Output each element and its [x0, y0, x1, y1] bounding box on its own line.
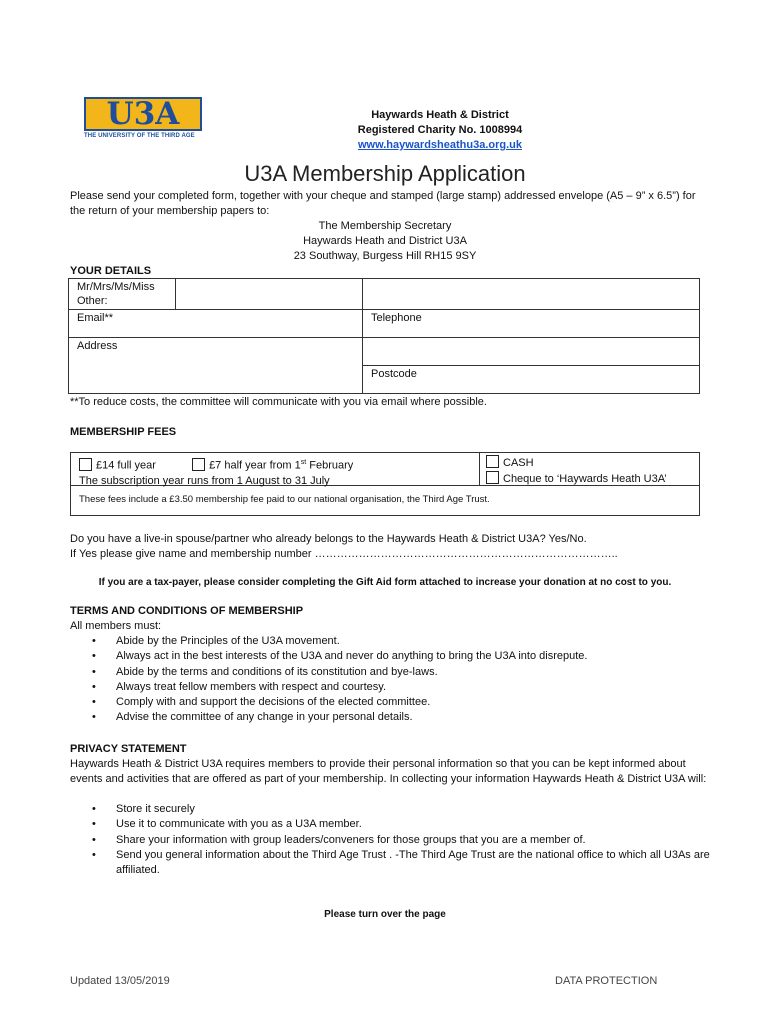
telephone-label: Telephone: [371, 312, 422, 324]
title-extra-input[interactable]: [363, 279, 700, 310]
postcode-field[interactable]: [363, 366, 700, 394]
updated-date: Updated 13/05/2019: [70, 975, 170, 987]
privacy-heading: PRIVACY STATEMENT: [70, 743, 187, 755]
address-label: Address: [77, 340, 118, 352]
org-name: Haywards Heath & District: [371, 109, 509, 121]
u3a-logo: [84, 97, 204, 147]
terms-heading: TERMS AND CONDITIONS OF MEMBERSHIP: [70, 605, 304, 617]
mailing-address: [0, 219, 770, 264]
full-year-label: £14 full year: [96, 459, 156, 472]
other-label: Other:: [77, 295, 108, 307]
terms-list: [70, 634, 710, 726]
list-item: • Abide by the Principles of the U3A movement.: [70, 634, 710, 649]
address-extra-field[interactable]: [363, 338, 700, 366]
logo-tagline: THE UNIVERSITY OF THE THIRD AGE: [84, 133, 195, 139]
list-item: • Share your information with group leaders/conveners for those groups that you are a member of.: [70, 833, 710, 848]
fees-divider-v: [479, 453, 480, 485]
cash-label: CASH: [503, 457, 534, 469]
cheque-label: Cheque to ‘Haywards Heath U3A’: [503, 473, 667, 485]
logo-mark: U3A: [84, 97, 202, 131]
cheque-checkbox[interactable]: [486, 471, 499, 484]
list-item: • Always act in the best interests of the U3A and never do anything to bring the U3A into disrepute.: [70, 649, 710, 664]
privacy-list: [70, 802, 710, 878]
half-year-checkbox[interactable]: [192, 458, 205, 471]
fee-options: [79, 455, 353, 489]
details-table: [68, 278, 700, 394]
list-item: • Comply with and support the decisions of the elected committee.: [70, 695, 710, 710]
website-link[interactable]: www.haywardsheathu3a.org.uk: [357, 139, 523, 151]
turn-over-note: Please turn over the page: [324, 909, 446, 920]
list-item: • Advise the committee of any change in your personal details.: [70, 710, 710, 725]
fees-heading: MEMBERSHIP FEES: [70, 426, 177, 438]
title-label-cell: [69, 279, 176, 310]
spouse-name-line[interactable]: If Yes please give name and membership number ………………………………………………………………………..: [70, 548, 618, 560]
half-year-month: February: [306, 459, 354, 472]
list-item: • Use it to communicate with you as a U3A member.: [70, 817, 710, 832]
cash-checkbox[interactable]: [486, 455, 499, 468]
email-note: **To reduce costs, the committee will communicate with you via email where possible.: [70, 396, 487, 408]
terms-section: [70, 604, 710, 726]
email-field[interactable]: [69, 310, 363, 338]
intro-text: Please send your completed form, together with your cheque and stamped (large stamp) addressed envelope (A5 – 9” x 6.5”) for the return of your membership papers to:: [70, 190, 696, 217]
list-item: • Store it securely: [70, 802, 710, 817]
list-item: • Send you general information about the Third Age Trust . -The Third Age Trust are the national office to which all U3As are affiliated.: [70, 848, 710, 879]
address-line: The Membership Secretary: [318, 220, 452, 232]
address-line: 23 Southway, Burgess Hill RH15 9SY: [293, 250, 477, 262]
address-line: Haywards Heath and District U3A: [303, 235, 467, 247]
website-link-wrap: [300, 139, 580, 151]
fees-box: [70, 452, 700, 516]
list-item: • Always treat fellow members with respect and courtesy.: [70, 680, 710, 695]
half-year-sup: st: [300, 459, 307, 466]
spouse-question: Do you have a live-in spouse/partner who already belongs to the Haywards Heath & District U3A? Yes/No.: [70, 533, 587, 545]
gift-aid-note: If you are a tax-payer, please consider completing the Gift Aid form attached to increase your donation at no cost to you.: [98, 577, 672, 588]
title-input[interactable]: [176, 279, 363, 310]
half-year-label: £7 half year from 1: [209, 459, 301, 472]
privacy-section: [70, 742, 710, 878]
terms-intro: All members must:: [70, 620, 162, 632]
address-field[interactable]: [69, 338, 363, 394]
subscription-text: The subscription year runs from 1 August to 31 July: [79, 474, 330, 487]
list-item: • Abide by the terms and conditions of its constitution and bye-laws.: [70, 665, 710, 680]
postcode-label: Postcode: [371, 368, 417, 380]
telephone-field[interactable]: [363, 310, 700, 338]
page-title: U3A Membership Application: [244, 161, 526, 186]
full-year-checkbox[interactable]: [79, 458, 92, 471]
your-details-heading: YOUR DETAILS: [70, 265, 152, 277]
charity-number: Registered Charity No. 1008994: [357, 124, 523, 136]
email-label: Email**: [77, 312, 114, 324]
title-label: Mr/Mrs/Ms/Miss: [77, 281, 155, 293]
privacy-intro: Haywards Heath & District U3A requires members to provide their personal information so that you can be kept informed about events and activities that are offered as part of your membership. In collecting your information Haywards Heath & District U3A will:: [70, 758, 707, 785]
footer-label: DATA PROTECTION: [555, 975, 658, 987]
fees-note: These fees include a £3.50 membership fee paid to our national organisation, the Third Age Trust.: [79, 494, 490, 505]
payment-options: [486, 455, 667, 487]
